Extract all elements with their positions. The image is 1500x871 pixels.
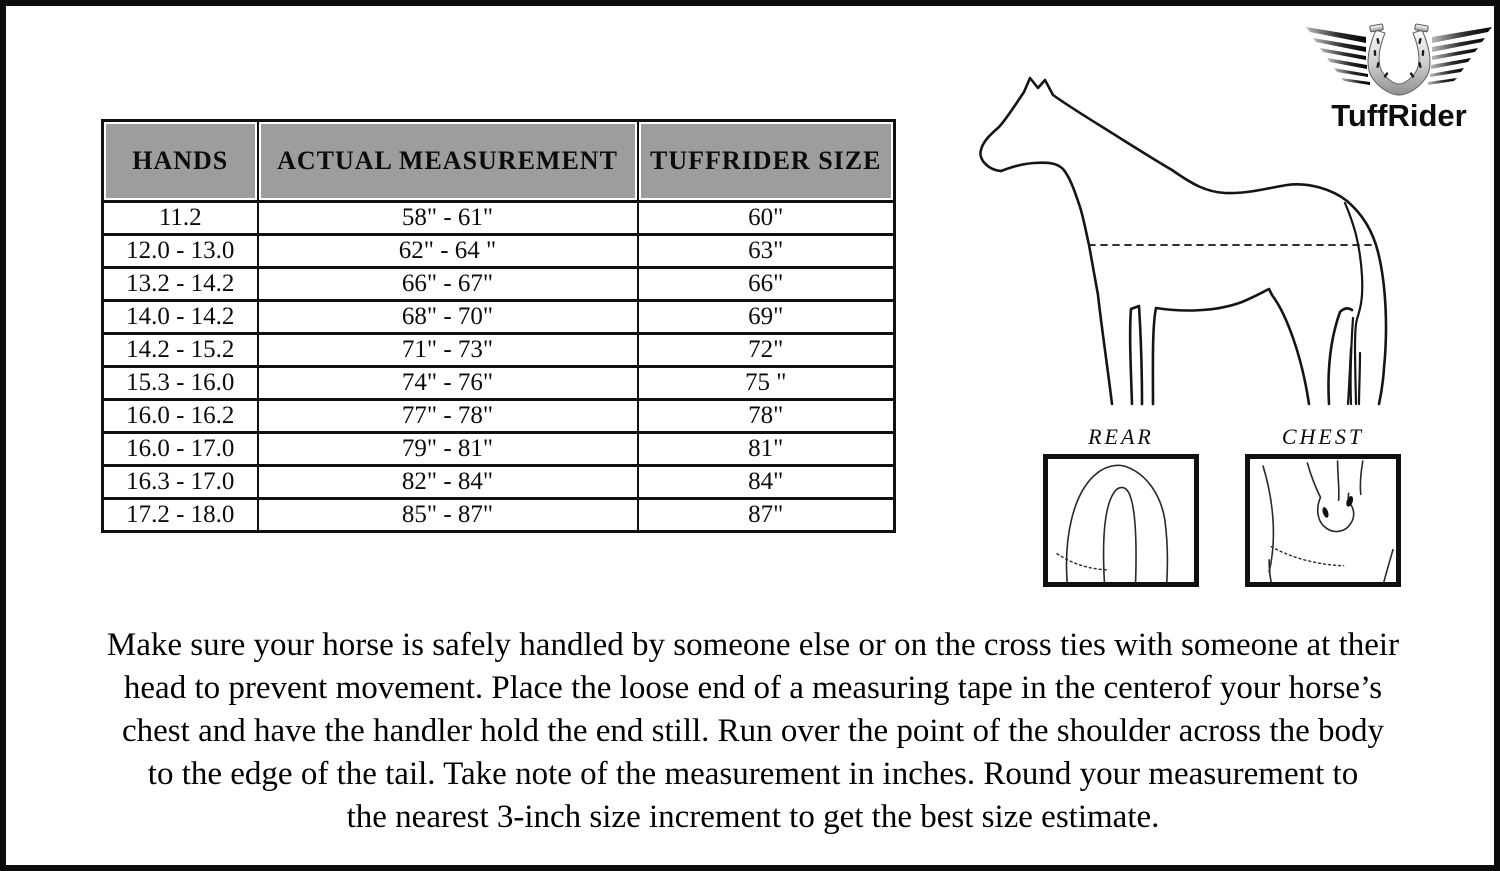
table-cell: 12.0 - 13.0 (103, 235, 258, 268)
table-row (103, 334, 895, 367)
table-cell: 60" (638, 202, 895, 235)
header-tuffrider-size: TUFFRIDER SIZE (638, 121, 895, 202)
table-cell: 14.2 - 15.2 (103, 334, 258, 367)
size-table (101, 119, 896, 533)
chest-figure-box (1245, 454, 1401, 587)
size-table-body (103, 202, 895, 532)
table-cell: 74" - 76" (258, 367, 638, 400)
table-cell: 79" - 81" (258, 433, 638, 466)
instructions-line: to the edge of the tail. Take note of the measurement in inches. Round your measurement to (147, 756, 1359, 792)
table-cell: 75 " (638, 367, 895, 400)
table-row (103, 499, 895, 532)
table-cell: 81" (638, 433, 895, 466)
table-cell: 84" (638, 466, 895, 499)
table-row (103, 466, 895, 499)
table-cell: 13.2 - 14.2 (103, 268, 258, 301)
table-cell: 77" - 78" (258, 400, 638, 433)
horse-underside-path (1001, 163, 1352, 404)
table-cell: 87" (638, 499, 895, 532)
chest-figure (1245, 424, 1401, 587)
winged-horseshoe-icon (1302, 22, 1496, 102)
table-cell: 85" - 87" (258, 499, 638, 532)
table-cell: 16.3 - 17.0 (103, 466, 258, 499)
table-cell: 15.3 - 16.0 (103, 367, 258, 400)
table-cell: 62" - 64 " (258, 235, 638, 268)
brand-name: TuffRider (1331, 98, 1467, 133)
table-row (103, 400, 895, 433)
table-cell: 71" - 73" (258, 334, 638, 367)
table-cell: 16.0 - 17.0 (103, 433, 258, 466)
table-row (103, 367, 895, 400)
rear-figure (1043, 424, 1199, 587)
table-row (103, 301, 895, 334)
chest-drawing (1250, 459, 1396, 582)
rear-drawing (1048, 459, 1194, 582)
table-cell: 78" (638, 400, 895, 433)
instructions-line: the nearest 3-inch size increment to get the best size estimate. (346, 799, 1160, 835)
table-cell: 63" (638, 235, 895, 268)
tuffrider-logo (1302, 22, 1496, 134)
table-cell: 68" - 70" (258, 301, 638, 334)
table-cell: 69" (638, 301, 895, 334)
measuring-instructions (41, 624, 1465, 839)
rear-figure-box (1043, 454, 1199, 587)
table-cell: 58" - 61" (258, 202, 638, 235)
instructions-line: head to prevent movement. Place the loose end of a measuring tape in the centerof your horse’s (123, 670, 1383, 706)
table-cell: 14.0 - 14.2 (103, 301, 258, 334)
table-row (103, 433, 895, 466)
table-cell: 66" - 67" (258, 268, 638, 301)
chest-label: CHEST (1281, 424, 1365, 449)
table-cell: 16.0 - 16.2 (103, 400, 258, 433)
size-table-section (101, 119, 896, 533)
table-cell: 72" (638, 334, 895, 367)
rear-label: REAR (1088, 424, 1154, 449)
table-cell: 66" (638, 268, 895, 301)
table-row (103, 202, 895, 235)
table-cell: 11.2 (103, 202, 258, 235)
header-actual-measurement: ACTUAL MEASUREMENT (258, 121, 638, 202)
table-row (103, 268, 895, 301)
table-header-row (103, 121, 895, 202)
horse-tail-path (1345, 203, 1362, 404)
instructions-line: Make sure your horse is safely handled by someone else or on the cross ties with someone at their (106, 627, 1400, 663)
table-cell: 82" - 84" (258, 466, 638, 499)
table-cell: 17.2 - 18.0 (103, 499, 258, 532)
table-row (103, 235, 895, 268)
header-hands: HANDS (103, 121, 258, 202)
instructions-line: chest and have the handler hold the end still. Run over the point of the shoulder across the body (122, 713, 1384, 749)
